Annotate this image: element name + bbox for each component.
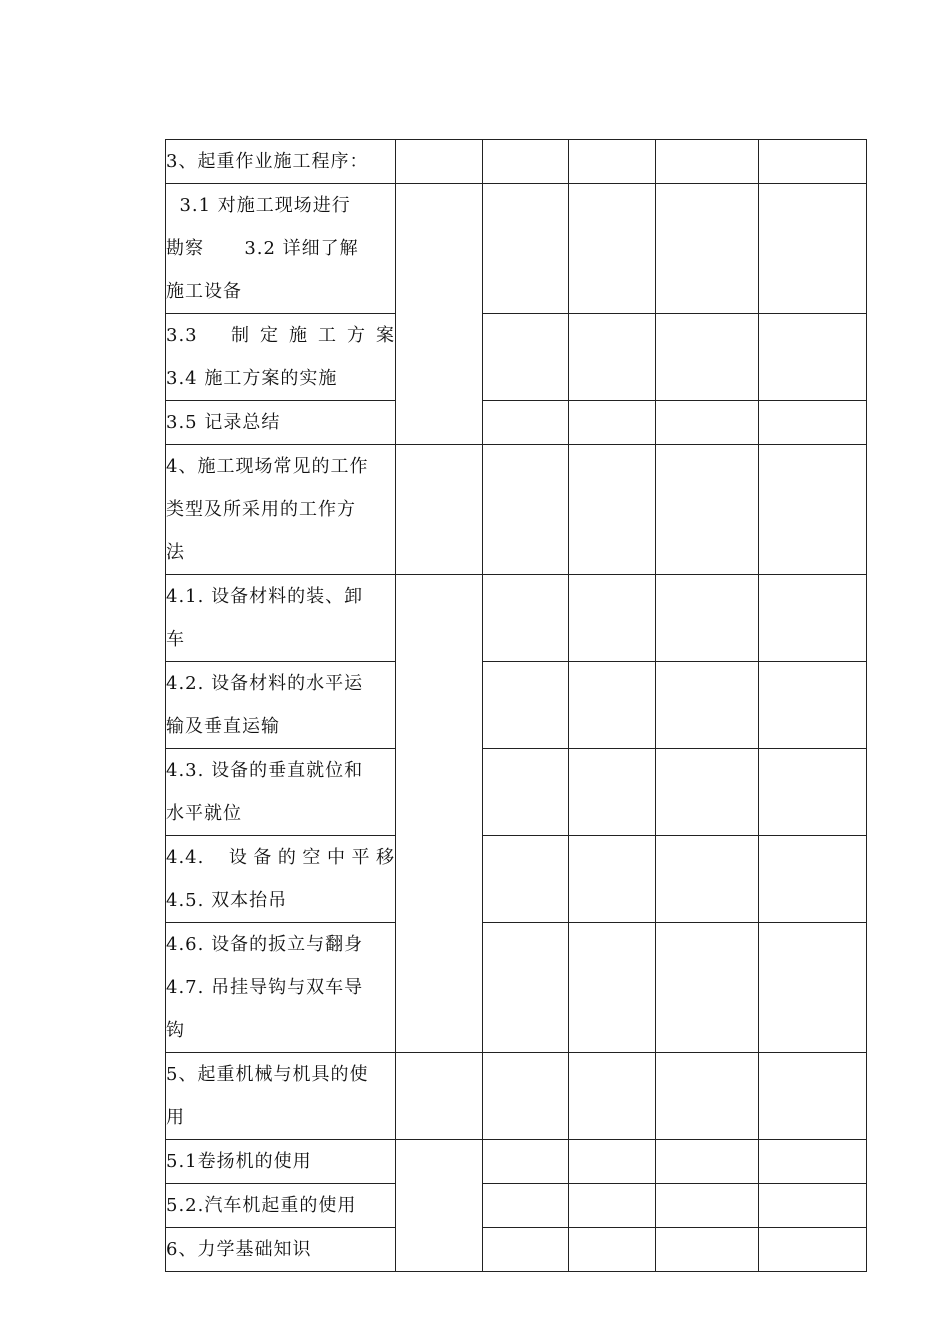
blank-cell (759, 1184, 867, 1228)
blank-cell (656, 1053, 759, 1140)
blank-cell (396, 445, 483, 575)
training-content-table (165, 139, 867, 1272)
blank-cell (569, 1184, 656, 1228)
item-cell (166, 749, 396, 836)
item-text: 4.1. 设备材料的装、卸 (166, 586, 364, 607)
table-row (166, 575, 867, 662)
blank-cell (759, 184, 867, 314)
blank-cell (656, 401, 759, 445)
blank-cell (483, 445, 569, 575)
item-text: 用 (166, 1107, 185, 1128)
blank-cell (759, 314, 867, 401)
item-text: 5.2.汽车机起重的使用 (166, 1195, 357, 1216)
item-text: 4.5. 双本抬吊 (166, 890, 288, 911)
item-text: 类型及所采用的工作方 (166, 499, 356, 520)
item-cell (166, 923, 396, 1053)
item-text: 钩 (166, 1020, 185, 1041)
blank-cell (483, 575, 569, 662)
blank-cell (759, 575, 867, 662)
blank-cell (656, 314, 759, 401)
blank-cell (483, 314, 569, 401)
item-cell (166, 401, 396, 445)
blank-cell (569, 923, 656, 1053)
blank-cell (759, 923, 867, 1053)
blank-cell (759, 1053, 867, 1140)
item-cell (166, 445, 396, 575)
table-row (166, 662, 867, 749)
blank-cell (569, 836, 656, 923)
blank-cell (483, 923, 569, 1053)
blank-cell (759, 662, 867, 749)
item-cell (166, 184, 396, 314)
item-text: 3.4 施工方案的实施 (166, 368, 338, 389)
blank-cell (569, 749, 656, 836)
blank-cell (656, 749, 759, 836)
item-text: 3.5 记录总结 (166, 412, 281, 433)
blank-cell (759, 140, 867, 184)
item-text: 5、起重机械与机具的使 (166, 1064, 369, 1085)
item-text: 水平就位 (166, 803, 242, 824)
blank-cell (396, 184, 483, 445)
item-cell (166, 836, 396, 923)
table-row (166, 749, 867, 836)
blank-cell (483, 662, 569, 749)
blank-cell (656, 836, 759, 923)
blank-cell (569, 184, 656, 314)
item-cell (166, 1053, 396, 1140)
item-text: 3.1 对施工现场进行 (166, 195, 351, 216)
table-row (166, 1228, 867, 1272)
item-text: 4.6. 设备的扳立与翻身 (166, 934, 364, 955)
blank-cell (656, 445, 759, 575)
blank-cell (396, 1053, 483, 1140)
item-text: 4.3. 设备的垂直就位和 (166, 760, 364, 781)
blank-cell (396, 1140, 483, 1272)
blank-cell (759, 1140, 867, 1184)
item-cell (166, 140, 396, 184)
item-cell (166, 1140, 396, 1184)
table-row (166, 836, 867, 923)
item-text: 3.3 制定施工方案 (166, 325, 395, 346)
blank-cell (483, 1228, 569, 1272)
item-text: 车 (166, 629, 185, 650)
table-row (166, 1140, 867, 1184)
item-cell (166, 1184, 396, 1228)
blank-cell (483, 184, 569, 314)
blank-cell (569, 575, 656, 662)
item-cell (166, 314, 396, 401)
blank-cell (483, 140, 569, 184)
item-text: 4.7. 吊挂导钩与双车导 (166, 977, 364, 998)
blank-cell (759, 836, 867, 923)
item-text: 勘察 3.2 详细了解 (166, 238, 359, 259)
blank-cell (396, 140, 483, 184)
blank-cell (656, 184, 759, 314)
blank-cell (759, 401, 867, 445)
blank-cell (569, 1140, 656, 1184)
item-cell (166, 575, 396, 662)
table-row (166, 1184, 867, 1228)
item-text: 4.4. 设备的空中平移 (166, 847, 395, 868)
item-text: 4.2. 设备材料的水平运 (166, 673, 364, 694)
blank-cell (656, 575, 759, 662)
blank-cell (569, 1053, 656, 1140)
table-row (166, 923, 867, 1053)
item-text: 输及垂直运输 (166, 716, 280, 737)
item-text: 4、施工现场常见的工作 (166, 456, 369, 477)
blank-cell (759, 445, 867, 575)
item-text: 5.1卷扬机的使用 (166, 1151, 312, 1172)
blank-cell (483, 749, 569, 836)
blank-cell (656, 1228, 759, 1272)
table-row (166, 1053, 867, 1140)
item-text: 6、力学基础知识 (166, 1239, 312, 1260)
table-row (166, 401, 867, 445)
blank-cell (396, 575, 483, 1053)
table-row (166, 140, 867, 184)
blank-cell (483, 1053, 569, 1140)
blank-cell (483, 836, 569, 923)
item-text: 3、起重作业施工程序： (166, 151, 369, 172)
blank-cell (759, 749, 867, 836)
item-cell (166, 1228, 396, 1272)
item-text: 施工设备 (166, 281, 242, 302)
blank-cell (569, 1228, 656, 1272)
table-row (166, 314, 867, 401)
blank-cell (569, 140, 656, 184)
blank-cell (759, 1228, 867, 1272)
blank-cell (656, 662, 759, 749)
blank-cell (569, 662, 656, 749)
blank-cell (656, 923, 759, 1053)
blank-cell (569, 401, 656, 445)
table-row (166, 184, 867, 314)
item-cell (166, 662, 396, 749)
blank-cell (569, 445, 656, 575)
blank-cell (656, 140, 759, 184)
blank-cell (483, 401, 569, 445)
blank-cell (483, 1140, 569, 1184)
blank-cell (656, 1184, 759, 1228)
blank-cell (483, 1184, 569, 1228)
blank-cell (569, 314, 656, 401)
item-text: 法 (166, 542, 185, 563)
blank-cell (656, 1140, 759, 1184)
table-row (166, 445, 867, 575)
